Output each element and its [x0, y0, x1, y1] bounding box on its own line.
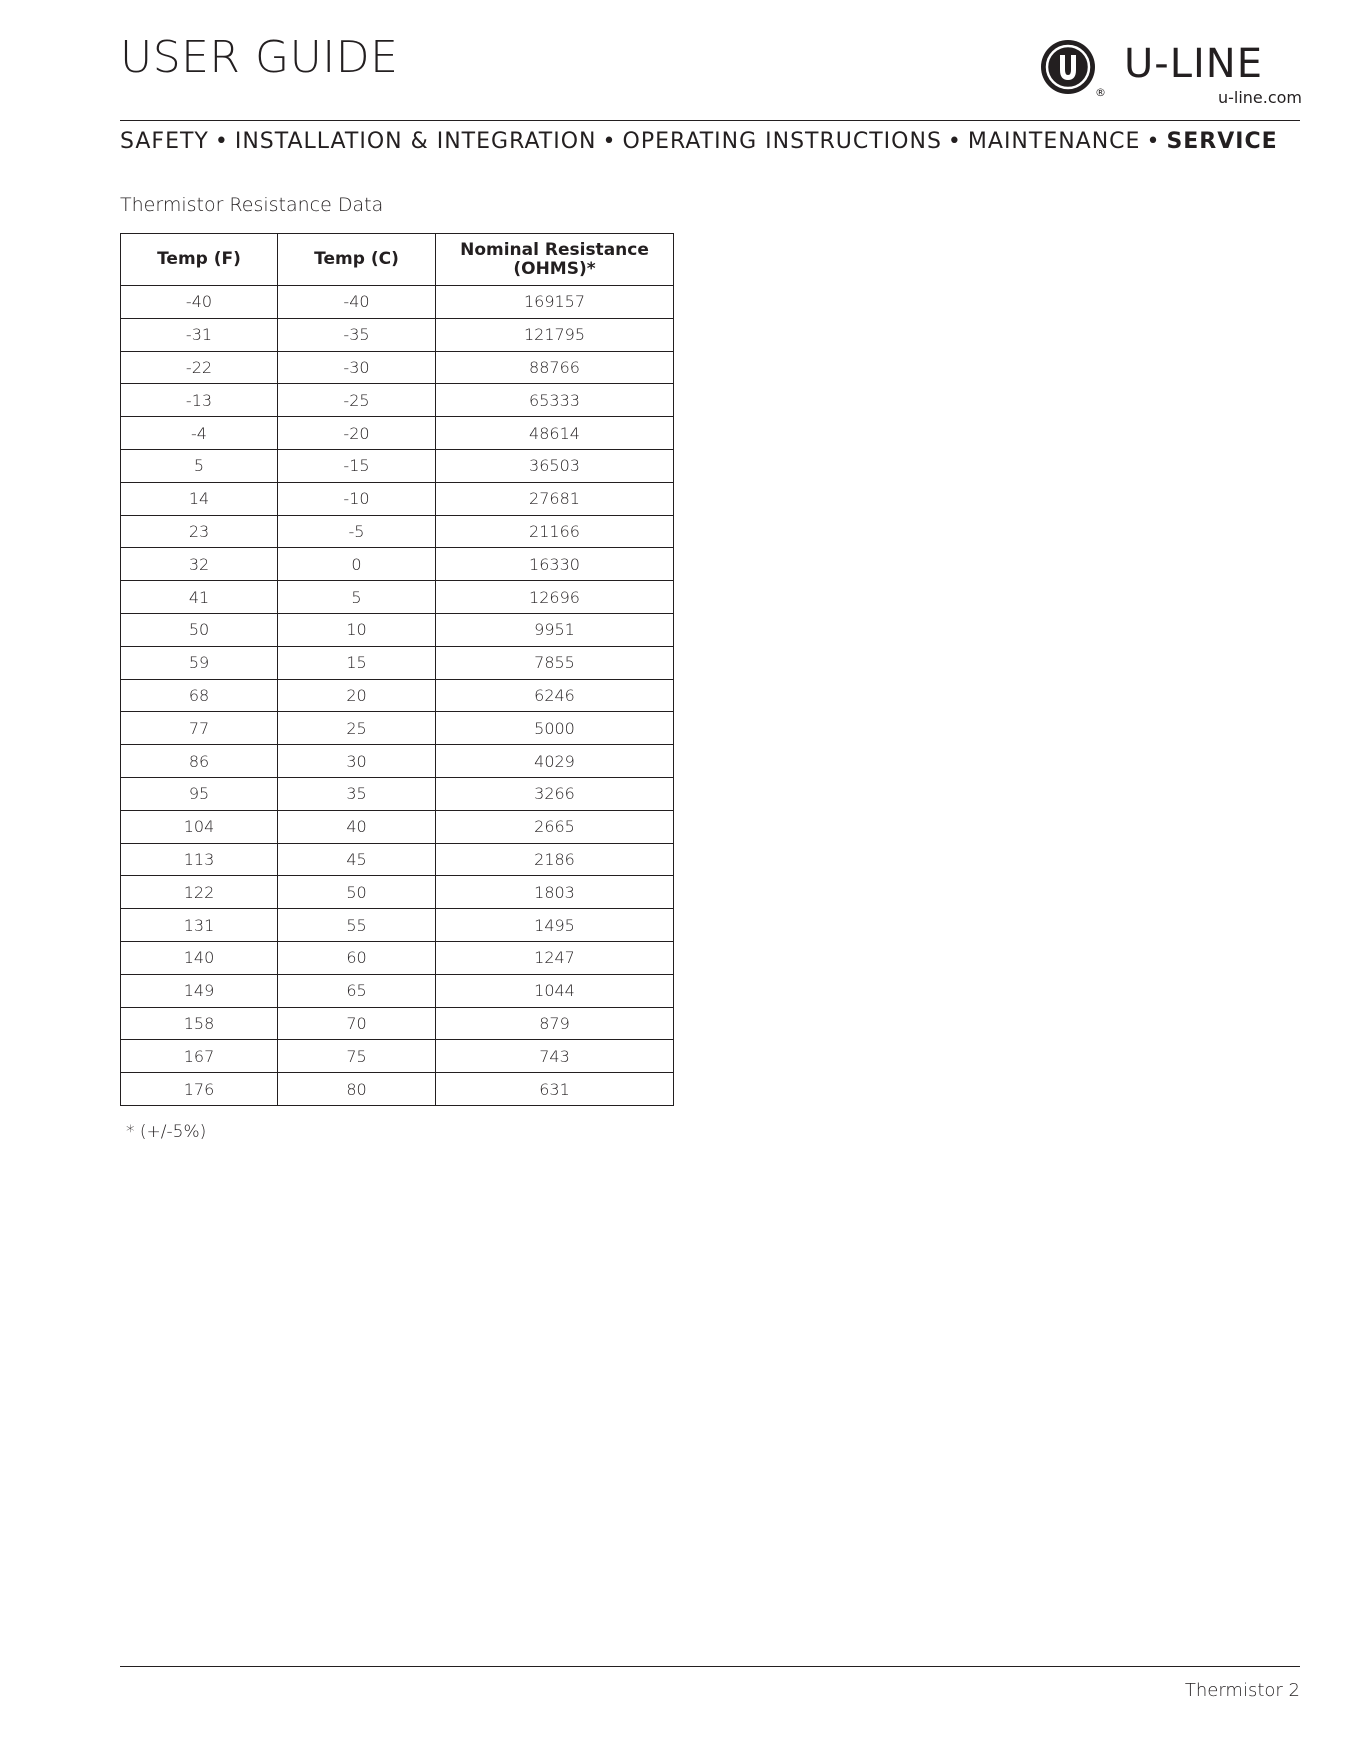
cell-resistance: 2665 — [436, 810, 674, 843]
cell-temp-f: 68 — [121, 679, 278, 712]
cell-temp-c: 25 — [278, 712, 436, 745]
cell-resistance: 5000 — [436, 712, 674, 745]
table-caption: Thermistor Resistance Data — [120, 194, 384, 216]
cell-temp-f: 176 — [121, 1073, 278, 1106]
cell-resistance: 3266 — [436, 777, 674, 810]
table-row — [121, 974, 674, 1007]
cell-temp-c: 20 — [278, 679, 436, 712]
header-temp-f: Temp (F) — [121, 234, 278, 286]
table-row — [121, 777, 674, 810]
nav-item-installation: INSTALLATION & INTEGRATION — [234, 129, 597, 154]
cell-resistance: 36503 — [436, 449, 674, 482]
cell-resistance: 121795 — [436, 318, 674, 351]
cell-resistance: 743 — [436, 1040, 674, 1073]
cell-temp-c: -10 — [278, 482, 436, 515]
table-row — [121, 417, 674, 450]
cell-resistance: 7855 — [436, 646, 674, 679]
cell-resistance: 879 — [436, 1007, 674, 1040]
section-nav — [120, 129, 1300, 155]
table-row — [121, 810, 674, 843]
table-row — [121, 679, 674, 712]
brand-logo — [1040, 38, 1302, 108]
cell-resistance: 169157 — [436, 286, 674, 319]
table-row — [121, 1073, 674, 1106]
cell-temp-f: 140 — [121, 941, 278, 974]
table-row — [121, 384, 674, 417]
cell-resistance: 2186 — [436, 843, 674, 876]
cell-resistance: 1803 — [436, 876, 674, 909]
cell-resistance: 1044 — [436, 974, 674, 1007]
table-row — [121, 613, 674, 646]
nav-separator: • — [947, 129, 962, 154]
cell-resistance: 88766 — [436, 351, 674, 384]
cell-temp-f: 86 — [121, 745, 278, 778]
table-row — [121, 318, 674, 351]
cell-temp-f: -31 — [121, 318, 278, 351]
cell-temp-c: 50 — [278, 876, 436, 909]
table-row — [121, 745, 674, 778]
cell-temp-f: 167 — [121, 1040, 278, 1073]
cell-resistance: 12696 — [436, 581, 674, 614]
table-row — [121, 843, 674, 876]
cell-resistance: 21166 — [436, 515, 674, 548]
table-row — [121, 1007, 674, 1040]
cell-temp-f: 50 — [121, 613, 278, 646]
nav-separator: • — [602, 129, 617, 154]
cell-temp-c: -40 — [278, 286, 436, 319]
cell-temp-f: 113 — [121, 843, 278, 876]
cell-resistance: 27681 — [436, 482, 674, 515]
cell-temp-f: 149 — [121, 974, 278, 1007]
cell-temp-f: 77 — [121, 712, 278, 745]
brand-name: U-LINE — [1124, 41, 1263, 87]
cell-temp-f: 158 — [121, 1007, 278, 1040]
cell-temp-f: -4 — [121, 417, 278, 450]
cell-temp-f: 32 — [121, 548, 278, 581]
nav-item-safety: SAFETY — [120, 129, 209, 154]
cell-temp-c: 65 — [278, 974, 436, 1007]
cell-temp-c: 10 — [278, 613, 436, 646]
cell-temp-f: 122 — [121, 876, 278, 909]
cell-temp-c: 55 — [278, 909, 436, 942]
cell-temp-c: -20 — [278, 417, 436, 450]
registered-mark: ® — [1095, 86, 1106, 99]
header-resistance: Nominal Resistance (OHMS)* — [436, 234, 674, 286]
cell-temp-c: 70 — [278, 1007, 436, 1040]
cell-temp-c: 80 — [278, 1073, 436, 1106]
cell-temp-c: -35 — [278, 318, 436, 351]
table-row — [121, 449, 674, 482]
cell-temp-f: 23 — [121, 515, 278, 548]
cell-temp-f: 95 — [121, 777, 278, 810]
cell-temp-c: 40 — [278, 810, 436, 843]
footer-divider — [120, 1666, 1300, 1667]
table-footnote: * (+/-5%) — [126, 1122, 207, 1142]
table-row — [121, 548, 674, 581]
nav-item-operating: OPERATING INSTRUCTIONS — [622, 129, 942, 154]
table-body — [121, 286, 674, 1106]
table-row — [121, 581, 674, 614]
cell-temp-f: 14 — [121, 482, 278, 515]
table-row — [121, 1040, 674, 1073]
u-line-emblem-icon — [1040, 38, 1100, 98]
document-title: USER GUIDE — [120, 32, 399, 83]
cell-temp-c: -15 — [278, 449, 436, 482]
table-row — [121, 712, 674, 745]
header-divider — [120, 120, 1300, 121]
header-temp-c: Temp (C) — [278, 234, 436, 286]
site-url: u-line.com — [1217, 88, 1302, 107]
cell-temp-c: 75 — [278, 1040, 436, 1073]
cell-resistance: 9951 — [436, 613, 674, 646]
cell-temp-f: -13 — [121, 384, 278, 417]
cell-temp-f: 5 — [121, 449, 278, 482]
page-footer-label: Thermistor 2 — [1184, 1680, 1300, 1701]
cell-temp-c: -5 — [278, 515, 436, 548]
cell-temp-c: -25 — [278, 384, 436, 417]
cell-resistance: 631 — [436, 1073, 674, 1106]
cell-temp-f: -22 — [121, 351, 278, 384]
table-row — [121, 876, 674, 909]
cell-temp-c: -30 — [278, 351, 436, 384]
nav-separator: • — [1146, 129, 1161, 154]
cell-temp-f: -40 — [121, 286, 278, 319]
cell-temp-c: 15 — [278, 646, 436, 679]
cell-resistance: 4029 — [436, 745, 674, 778]
table-row — [121, 909, 674, 942]
thermistor-resistance-table — [120, 233, 674, 1106]
cell-temp-f: 59 — [121, 646, 278, 679]
cell-temp-c: 30 — [278, 745, 436, 778]
cell-temp-c: 45 — [278, 843, 436, 876]
cell-resistance: 1495 — [436, 909, 674, 942]
cell-temp-f: 104 — [121, 810, 278, 843]
cell-resistance: 16330 — [436, 548, 674, 581]
cell-resistance: 65333 — [436, 384, 674, 417]
nav-separator: • — [214, 129, 229, 154]
cell-temp-c: 5 — [278, 581, 436, 614]
table-row — [121, 351, 674, 384]
cell-temp-c: 35 — [278, 777, 436, 810]
nav-item-maintenance: MAINTENANCE — [967, 129, 1141, 154]
table-row — [121, 646, 674, 679]
table-row — [121, 482, 674, 515]
cell-temp-f: 41 — [121, 581, 278, 614]
cell-resistance: 48614 — [436, 417, 674, 450]
table-row — [121, 286, 674, 319]
table-header-row — [121, 234, 674, 286]
cell-resistance: 6246 — [436, 679, 674, 712]
cell-resistance: 1247 — [436, 941, 674, 974]
cell-temp-c: 0 — [278, 548, 436, 581]
table-row — [121, 941, 674, 974]
nav-item-service: SERVICE — [1166, 129, 1278, 154]
cell-temp-c: 60 — [278, 941, 436, 974]
cell-temp-f: 131 — [121, 909, 278, 942]
table-row — [121, 515, 674, 548]
